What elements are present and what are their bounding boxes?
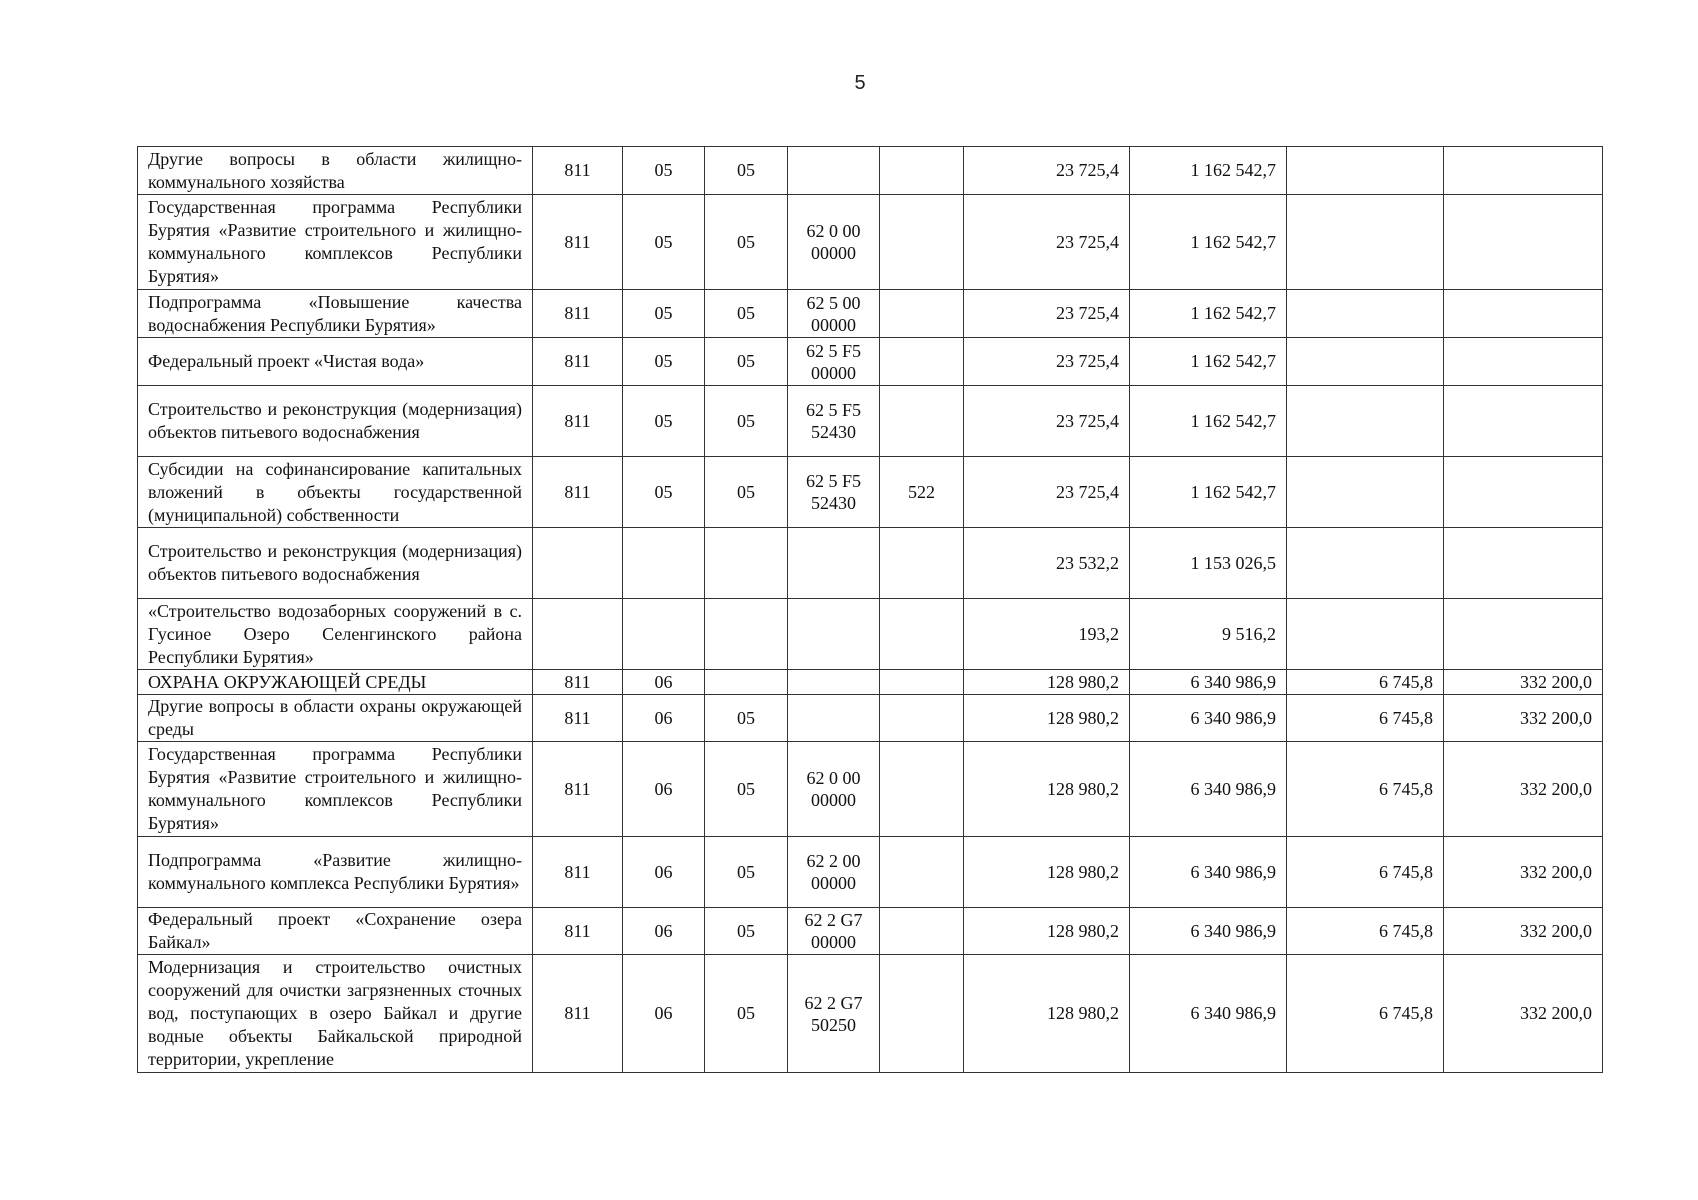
target-article-cell: [788, 742, 880, 837]
subsection-code-cell: [705, 695, 788, 742]
amount-4-cell: [1444, 338, 1603, 386]
subsection-code-cell: [705, 908, 788, 955]
expense-type-cell: [880, 695, 964, 742]
expense-type-cell: [880, 670, 964, 695]
amount-3-cell: [1287, 670, 1444, 695]
section-code-cell: [623, 599, 705, 670]
grbs-code-text: 811: [564, 481, 591, 502]
subsection-code-text: 05: [737, 481, 755, 502]
expense-type-text: 522: [908, 481, 935, 502]
amount-3-text: 6 745,8: [1379, 1003, 1433, 1023]
grbs-code-text: 811: [564, 778, 591, 799]
table-row: [138, 742, 1603, 837]
grbs-code-text: 811: [564, 1003, 591, 1023]
subsection-code-cell: [705, 386, 788, 457]
row-name-text: Государственная программа Республики Бурятия «Развитие строительного и жилищно-коммунального комплексов Республики Бурятия»: [148, 197, 522, 286]
target-article-text: 62 0 00 00000: [806, 221, 861, 263]
amount-4-cell: [1444, 908, 1603, 955]
row-name-text: Субсидии на софинансирование капитальных вложений в объекты государственной (муниципальной) собственности: [148, 458, 522, 525]
expense-type-cell: [880, 147, 964, 195]
section-code-text: 06: [654, 707, 673, 728]
amount-3-cell: [1287, 599, 1444, 670]
subsection-code-cell: [705, 290, 788, 338]
amount-1-cell: [964, 955, 1130, 1073]
amount-2-cell: [1130, 908, 1287, 955]
section-code-text: 06: [654, 861, 673, 882]
grbs-code-cell: [533, 528, 623, 599]
target-article-text: 62 5 F5 52430: [805, 400, 861, 442]
amount-3-cell: [1287, 338, 1444, 386]
amount-1-cell: [964, 837, 1130, 908]
expense-type-cell: [880, 837, 964, 908]
grbs-code-text: 811: [564, 920, 591, 941]
table-row: [138, 147, 1603, 195]
section-code-text: 05: [654, 231, 673, 252]
amount-2-cell: [1130, 837, 1287, 908]
amount-3-cell: [1287, 837, 1444, 908]
expense-type-cell: [880, 955, 964, 1073]
amount-3-cell: [1287, 528, 1444, 599]
grbs-code-text: 811: [564, 231, 591, 252]
target-article-text: 62 2 G7 50250: [804, 992, 863, 1035]
table-row: [138, 837, 1603, 908]
target-article-cell: [788, 290, 880, 338]
row-name-cell: [138, 670, 533, 695]
amount-2-cell: [1130, 742, 1287, 837]
amount-2-text: 6 340 986,9: [1190, 671, 1276, 692]
target-article-text: 62 2 00 00000: [806, 851, 861, 893]
row-name-text: Подпрограмма «Повышение качества водоснабжения Республики Бурятия»: [148, 291, 522, 335]
subsection-code-cell: [705, 147, 788, 195]
amount-3-cell: [1287, 290, 1444, 338]
subsection-code-text: 05: [737, 707, 755, 728]
amount-3-cell: [1287, 386, 1444, 457]
row-name-cell: [138, 147, 533, 195]
section-code-cell: [623, 695, 705, 742]
row-name-cell: [138, 528, 533, 599]
section-code-cell: [623, 528, 705, 599]
amount-1-text: 128 980,2: [1047, 778, 1119, 799]
subsection-code-cell: [705, 338, 788, 386]
target-article-cell: [788, 695, 880, 742]
table-row: [138, 695, 1603, 742]
amount-4-cell: [1444, 290, 1603, 338]
row-name-cell: [138, 955, 533, 1073]
amount-1-text: 193,2: [1078, 623, 1119, 644]
amount-1-text: 23 725,4: [1056, 481, 1119, 502]
amount-4-cell: [1444, 457, 1603, 528]
target-article-cell: [788, 837, 880, 908]
row-name-text: ОХРАНА ОКРУЖАЮЩЕЙ СРЕДЫ: [148, 671, 427, 692]
subsection-code-cell: [705, 670, 788, 695]
row-name-cell: [138, 338, 533, 386]
amount-2-text: 6 340 986,9: [1190, 778, 1276, 799]
section-code-text: 06: [654, 920, 673, 941]
amount-3-text: 6 745,8: [1379, 778, 1433, 799]
subsection-code-cell: [705, 457, 788, 528]
amount-4-text: 332 200,0: [1520, 1003, 1592, 1023]
target-article-cell: [788, 195, 880, 290]
target-article-cell: [788, 670, 880, 695]
subsection-code-text: 05: [737, 778, 755, 799]
amount-1-text: 23 725,4: [1056, 351, 1119, 371]
section-code-cell: [623, 338, 705, 386]
target-article-text: 62 0 00 00000: [806, 768, 861, 810]
subsection-code-text: 05: [737, 1003, 755, 1023]
table-row: [138, 528, 1603, 599]
subsection-code-cell: [705, 742, 788, 837]
amount-4-cell: [1444, 742, 1603, 837]
table-row: [138, 599, 1603, 670]
target-article-cell: [788, 457, 880, 528]
row-name-cell: [138, 457, 533, 528]
grbs-code-cell: [533, 290, 623, 338]
amount-3-cell: [1287, 695, 1444, 742]
amount-2-cell: [1130, 195, 1287, 290]
grbs-code-text: 811: [564, 160, 591, 180]
target-article-text: 62 2 G7 00000: [804, 910, 863, 952]
row-name-text: «Строительство водозаборных сооружений в с. Гусиное Озеро Селенгинского района Республики Бурятия»: [148, 600, 522, 667]
amount-3-cell: [1287, 457, 1444, 528]
subsection-code-text: 05: [737, 410, 755, 431]
amount-2-text: 1 162 542,7: [1190, 410, 1276, 431]
target-article-cell: [788, 528, 880, 599]
subsection-code-cell: [705, 195, 788, 290]
expense-type-cell: [880, 528, 964, 599]
row-name-cell: [138, 290, 533, 338]
amount-2-cell: [1130, 955, 1287, 1073]
grbs-code-cell: [533, 742, 623, 837]
amount-1-cell: [964, 386, 1130, 457]
grbs-code-cell: [533, 338, 623, 386]
amount-1-cell: [964, 528, 1130, 599]
row-name-text: Федеральный проект «Чистая вода»: [148, 351, 425, 371]
amount-2-text: 1 162 542,7: [1190, 481, 1276, 502]
section-code-cell: [623, 195, 705, 290]
row-name-text: Строительство и реконструкция (модернизация) объектов питьевого водоснабжения: [148, 541, 522, 584]
section-code-cell: [623, 670, 705, 695]
subsection-code-text: 05: [737, 231, 755, 252]
amount-2-cell: [1130, 528, 1287, 599]
grbs-code-cell: [533, 670, 623, 695]
target-article-cell: [788, 908, 880, 955]
amount-2-text: 6 340 986,9: [1190, 707, 1276, 728]
amount-2-text: 1 153 026,5: [1190, 552, 1276, 573]
amount-4-text: 332 200,0: [1520, 671, 1592, 692]
amount-1-cell: [964, 195, 1130, 290]
amount-2-text: 6 340 986,9: [1190, 920, 1276, 941]
row-name-text: Другие вопросы в области жилищно-коммунального хозяйства: [148, 148, 522, 192]
row-name-text: Государственная программа Республики Бурятия «Развитие строительного и жилищно-коммунального комплексов Республики Бурятия»: [148, 744, 522, 833]
grbs-code-text: 811: [564, 410, 591, 431]
amount-3-cell: [1287, 195, 1444, 290]
amount-4-cell: [1444, 955, 1603, 1073]
section-code-cell: [623, 955, 705, 1073]
amount-3-cell: [1287, 147, 1444, 195]
section-code-text: 06: [654, 778, 673, 799]
amount-3-text: 6 745,8: [1379, 920, 1433, 941]
target-article-cell: [788, 386, 880, 457]
expense-type-cell: [880, 599, 964, 670]
amount-1-cell: [964, 742, 1130, 837]
amount-1-text: 23 532,2: [1056, 552, 1119, 573]
table-row: [138, 386, 1603, 457]
amount-3-cell: [1287, 955, 1444, 1073]
row-name-cell: [138, 695, 533, 742]
section-code-cell: [623, 386, 705, 457]
expense-type-cell: [880, 338, 964, 386]
table-row: [138, 955, 1603, 1073]
amount-1-text: 128 980,2: [1047, 920, 1119, 941]
expense-type-cell: [880, 742, 964, 837]
grbs-code-cell: [533, 599, 623, 670]
row-name-cell: [138, 742, 533, 837]
amount-4-cell: [1444, 528, 1603, 599]
amount-4-text: 332 200,0: [1520, 861, 1592, 882]
grbs-code-text: 811: [564, 671, 591, 692]
grbs-code-cell: [533, 147, 623, 195]
grbs-code-cell: [533, 386, 623, 457]
grbs-code-cell: [533, 837, 623, 908]
amount-4-text: 332 200,0: [1520, 778, 1592, 799]
subsection-code-cell: [705, 837, 788, 908]
amount-2-text: 6 340 986,9: [1190, 1003, 1276, 1023]
subsection-code-text: 05: [737, 920, 755, 941]
amount-2-cell: [1130, 457, 1287, 528]
amount-3-text: 6 745,8: [1379, 671, 1433, 692]
amount-2-text: 1 162 542,7: [1190, 351, 1276, 371]
grbs-code-text: 811: [564, 303, 591, 323]
row-name-cell: [138, 908, 533, 955]
amount-4-cell: [1444, 147, 1603, 195]
amount-1-cell: [964, 147, 1130, 195]
amount-2-text: 9 516,2: [1222, 623, 1276, 644]
subsection-code-text: 05: [737, 160, 755, 180]
amount-1-text: 128 980,2: [1047, 671, 1119, 692]
amount-1-cell: [964, 290, 1130, 338]
section-code-text: 05: [654, 160, 673, 180]
amount-2-cell: [1130, 670, 1287, 695]
amount-2-cell: [1130, 599, 1287, 670]
amount-2-cell: [1130, 147, 1287, 195]
row-name-cell: [138, 837, 533, 908]
row-name-text: Подпрограмма «Развитие жилищно-коммунального комплекса Республики Бурятия»: [148, 850, 522, 893]
target-article-text: 62 5 F5 00000: [805, 340, 861, 383]
amount-1-cell: [964, 670, 1130, 695]
amount-4-text: 332 200,0: [1520, 920, 1592, 941]
amount-1-text: 128 980,2: [1047, 861, 1119, 882]
amount-2-text: 1 162 542,7: [1190, 231, 1276, 252]
row-name-cell: [138, 386, 533, 457]
section-code-cell: [623, 457, 705, 528]
page-number: 5: [854, 72, 866, 94]
amount-1-text: 128 980,2: [1047, 707, 1119, 728]
amount-1-cell: [964, 338, 1130, 386]
table-row: [138, 290, 1603, 338]
amount-3-text: 6 745,8: [1379, 861, 1433, 882]
expense-type-cell: [880, 908, 964, 955]
subsection-code-cell: [705, 528, 788, 599]
target-article-cell: [788, 955, 880, 1073]
subsection-code-cell: [705, 955, 788, 1073]
row-name-cell: [138, 599, 533, 670]
target-article-text: 62 5 F5 52430: [805, 471, 861, 513]
amount-4-cell: [1444, 837, 1603, 908]
section-code-text: 05: [654, 303, 673, 323]
amount-2-text: 1 162 542,7: [1190, 303, 1276, 323]
grbs-code-cell: [533, 695, 623, 742]
amount-1-cell: [964, 599, 1130, 670]
grbs-code-text: 811: [564, 707, 591, 728]
grbs-code-text: 811: [564, 351, 591, 371]
amount-2-cell: [1130, 386, 1287, 457]
section-code-text: 05: [654, 410, 673, 431]
amount-2-text: 1 162 542,7: [1190, 160, 1276, 180]
amount-1-text: 23 725,4: [1056, 160, 1119, 180]
amount-4-cell: [1444, 599, 1603, 670]
expense-type-cell: [880, 195, 964, 290]
table-row: [138, 338, 1603, 386]
row-name-text: Модернизация и строительство очистных сооружений для очистки загрязненных сточных вод, поступающих в озеро Байкал и другие водные объекты Байкальской природной территории, укрепление: [148, 957, 522, 1069]
row-name-text: Федеральный проект «Сохранение озера Байкал»: [148, 909, 522, 952]
subsection-code-text: 05: [737, 351, 755, 371]
amount-1-text: 23 725,4: [1056, 410, 1119, 431]
amount-4-cell: [1444, 670, 1603, 695]
subsection-code-text: 05: [737, 303, 755, 323]
budget-table: [137, 146, 1603, 1073]
section-code-text: 05: [654, 351, 673, 371]
subsection-code-text: 05: [737, 861, 755, 882]
amount-1-cell: [964, 695, 1130, 742]
table-row: [138, 908, 1603, 955]
grbs-code-cell: [533, 457, 623, 528]
amount-4-cell: [1444, 386, 1603, 457]
amount-2-cell: [1130, 290, 1287, 338]
section-code-cell: [623, 742, 705, 837]
expense-type-cell: [880, 457, 964, 528]
amount-2-text: 6 340 986,9: [1190, 861, 1276, 882]
section-code-cell: [623, 837, 705, 908]
target-article-cell: [788, 599, 880, 670]
section-code-text: 05: [654, 481, 673, 502]
amount-4-cell: [1444, 195, 1603, 290]
table-row: [138, 457, 1603, 528]
amount-4-text: 332 200,0: [1520, 707, 1592, 728]
expense-type-cell: [880, 386, 964, 457]
amount-1-text: 128 980,2: [1047, 1003, 1119, 1023]
table-row: [138, 195, 1603, 290]
row-name-cell: [138, 195, 533, 290]
section-code-cell: [623, 908, 705, 955]
grbs-code-cell: [533, 908, 623, 955]
grbs-code-cell: [533, 195, 623, 290]
target-article-text: 62 5 00 00000: [806, 292, 861, 335]
grbs-code-text: 811: [564, 861, 591, 882]
amount-1-cell: [964, 457, 1130, 528]
row-name-text: Другие вопросы в области охраны окружающей среды: [148, 696, 522, 739]
amount-1-text: 23 725,4: [1056, 231, 1119, 252]
amount-2-cell: [1130, 695, 1287, 742]
amount-3-cell: [1287, 742, 1444, 837]
amount-1-cell: [964, 908, 1130, 955]
subsection-code-cell: [705, 599, 788, 670]
amount-2-cell: [1130, 338, 1287, 386]
table-row: [138, 670, 1603, 695]
target-article-cell: [788, 338, 880, 386]
row-name-text: Строительство и реконструкция (модернизация) объектов питьевого водоснабжения: [148, 399, 522, 442]
amount-4-cell: [1444, 695, 1603, 742]
target-article-cell: [788, 147, 880, 195]
expense-type-cell: [880, 290, 964, 338]
grbs-code-cell: [533, 955, 623, 1073]
section-code-cell: [623, 147, 705, 195]
section-code-text: 06: [654, 671, 673, 692]
section-code-cell: [623, 290, 705, 338]
section-code-text: 06: [654, 1003, 673, 1023]
amount-3-cell: [1287, 908, 1444, 955]
amount-3-text: 6 745,8: [1379, 707, 1433, 728]
amount-1-text: 23 725,4: [1056, 303, 1119, 323]
